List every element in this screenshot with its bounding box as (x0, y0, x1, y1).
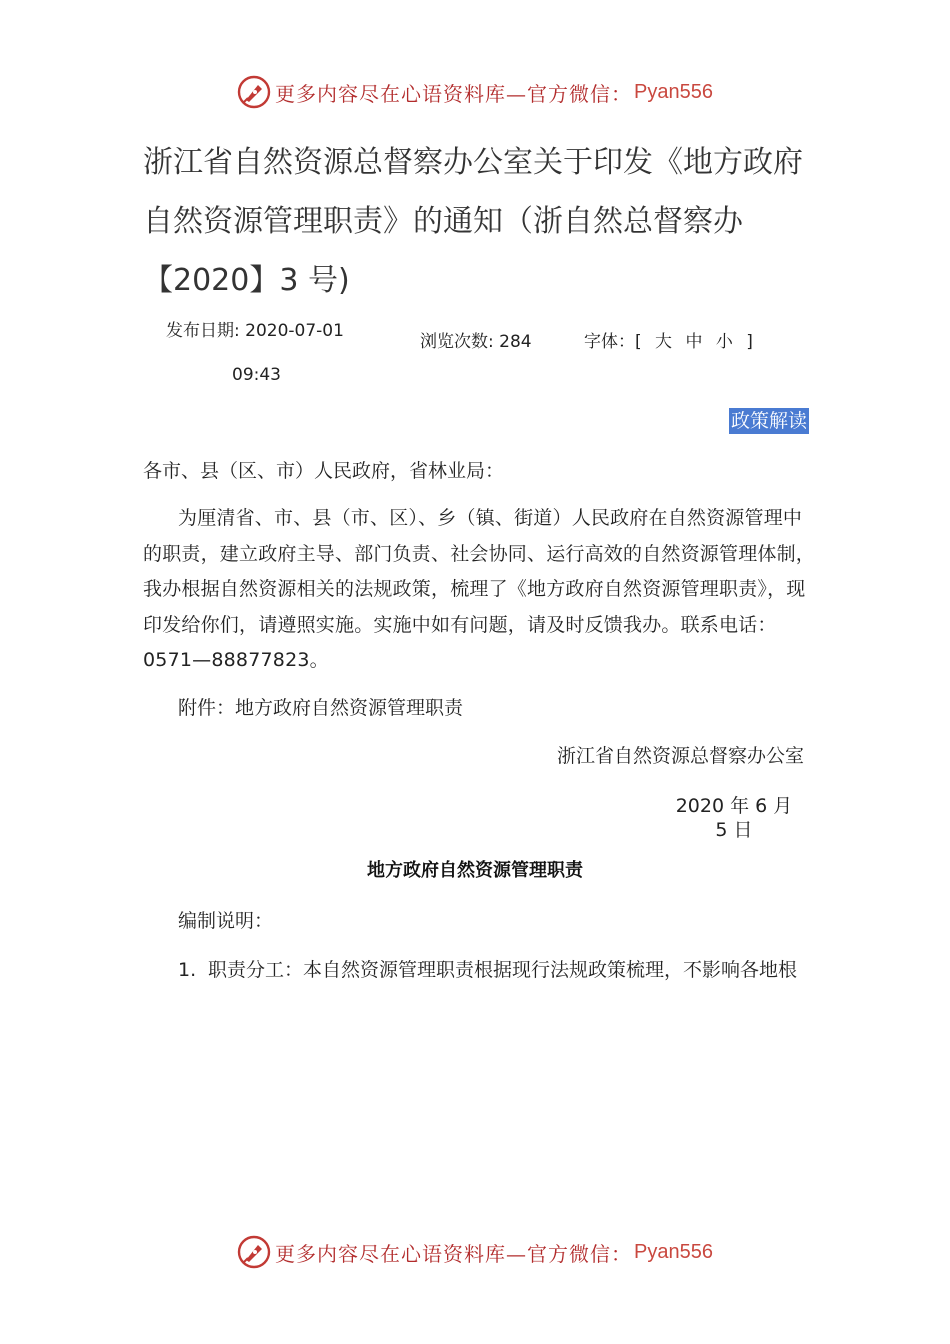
policy-interpretation-button[interactable]: 政策解读 (731, 410, 808, 432)
letter-date: 2020 年 6 月 5 日 (675, 795, 793, 841)
list-item-text: 职责分工：本自然资源管理职责根据现行法规政策梳理，不影响各地根 (208, 959, 798, 981)
font-size-selector (584, 331, 757, 353)
letter-sender: 浙江省自然资源总督察办公室 (557, 745, 805, 767)
bottom-banner (0, 1232, 950, 1272)
publish-time: 09:43 (232, 365, 281, 385)
banner-wechat-id: Pyan556 (634, 80, 713, 103)
fountain-pen-logo-icon (237, 1235, 271, 1269)
letter-addressee: 各市、县（区、市）人民政府，省林业局： (143, 460, 505, 482)
compile-note-label: 编制说明： (178, 910, 274, 932)
top-banner (0, 72, 950, 112)
publish-date: 发布日期: 2020-07-01 (166, 321, 344, 341)
list-item (178, 955, 797, 985)
letter-body: 为厘清省、市、县（市、区）、乡（镇、街道）人民政府在自然资源管理中的职责，建立政府主导、部门负责、社会协同、运行高效的自然资源管理体制，我办根据自然资源相关的法规政策，梳理了《地方政府自然资源管理职责》，现印发给你们，请遵照实施。实施中如有问题，请及时反馈我办。联系电话：0571—88877823。 (143, 507, 816, 671)
view-count: 浏览次数: 284 (420, 332, 532, 352)
banner-text: 更多内容尽在心语资料库—官方微信： (275, 81, 633, 106)
fountain-pen-logo-icon (237, 75, 271, 109)
list-item-number: 1. (178, 959, 197, 981)
letter-attachment: 附件：地方政府自然资源管理职责 (178, 697, 464, 719)
font-size-label: 字体： (584, 332, 635, 352)
font-size-options[interactable]: [ 大 中 小 ] (635, 332, 757, 352)
banner-text: 更多内容尽在心语资料库—官方微信： (275, 1241, 633, 1266)
banner-wechat-id: Pyan556 (634, 1240, 713, 1263)
article-title: 浙江省自然资源总督察办公室关于印发《地方政府自然资源管理职责》的通知（浙自然总督察办【2020】3 号) (143, 145, 803, 298)
attachment-heading: 地方政府自然资源管理职责 (367, 860, 583, 881)
